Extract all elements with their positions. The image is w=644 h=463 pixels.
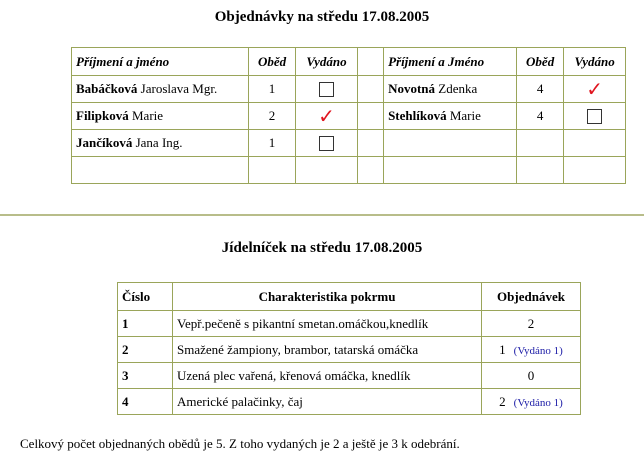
- dish-number: 2: [118, 337, 173, 363]
- person-name: Filipková Marie: [72, 103, 249, 130]
- order-count: 0: [527, 367, 535, 383]
- header-lunch-left: Oběd: [248, 48, 295, 76]
- spacer-header: [357, 48, 383, 76]
- lunch-number: 2: [248, 103, 295, 130]
- empty-row: [72, 157, 626, 184]
- header-lunch-right: Oběd: [517, 48, 564, 76]
- header-orders: Objednávek: [482, 283, 581, 311]
- dish-description: Uzená plec vařená, křenová omáčka, knedlík: [173, 363, 482, 389]
- issued-checkmark-icon[interactable]: ✓: [318, 104, 335, 128]
- dish-description: Vepř.pečeně s pikantní smetan.omáčkou,knedlík: [173, 311, 482, 337]
- orders-header-row: [72, 48, 626, 76]
- header-issued-right: Vydáno: [564, 48, 626, 76]
- dish-number: 1: [118, 311, 173, 337]
- lunch-number: 4: [517, 76, 564, 103]
- person-name: Stehlíková Marie: [384, 103, 517, 130]
- table-row: [118, 363, 581, 389]
- menu-header-row: [118, 283, 581, 311]
- order-count: 2: [527, 315, 535, 331]
- order-count: 2: [499, 393, 506, 409]
- table-row: [72, 103, 626, 130]
- table-row: [118, 311, 581, 337]
- person-name: Novotná Zdenka: [384, 76, 517, 103]
- menu-table: [117, 282, 581, 415]
- issued-checkbox[interactable]: [319, 82, 334, 97]
- lunch-number: 1: [248, 130, 295, 157]
- orders-title: Objednávky na středu 17.08.2005: [214, 9, 430, 25]
- table-row: [118, 337, 581, 363]
- person-name: Jančíková Jana Ing.: [72, 130, 249, 157]
- issued-link[interactable]: (Vydáno 1): [513, 396, 563, 409]
- dish-description: Americké palačinky, čaj: [173, 389, 482, 415]
- orders-table: [71, 47, 626, 184]
- dish-description: Smažené žampiony, brambor, tatarská omáčka: [173, 337, 482, 363]
- issued-checkmark-icon[interactable]: ✓: [586, 77, 603, 101]
- header-number: Číslo: [118, 283, 173, 311]
- issued-checkbox[interactable]: [587, 109, 602, 124]
- header-dish: Charakteristika pokrmu: [173, 283, 482, 311]
- section-divider: [0, 214, 644, 216]
- header-name-right: Příjmení a Jméno: [384, 48, 517, 76]
- summary-text: Celkový počet objednaných obědů je 5. Z toho vydaných je 2 a ještě je 3 k odebrání.: [20, 436, 460, 451]
- table-row: [72, 76, 626, 103]
- header-issued-left: Vydáno: [296, 48, 358, 76]
- dish-number: 4: [118, 389, 173, 415]
- dish-number: 3: [118, 363, 173, 389]
- table-row: [72, 130, 626, 157]
- person-name: Babáčková Jaroslava Mgr.: [72, 76, 249, 103]
- lunch-number: 1: [248, 76, 295, 103]
- lunch-number: 4: [517, 103, 564, 130]
- menu-title: Jídelníček na středu 17.08.2005: [221, 240, 423, 256]
- table-row: [118, 389, 581, 415]
- header-name-left: Příjmení a jméno: [72, 48, 249, 76]
- order-count: 1: [499, 341, 506, 357]
- issued-checkbox[interactable]: [319, 136, 334, 151]
- issued-link[interactable]: (Vydáno 1): [513, 344, 563, 357]
